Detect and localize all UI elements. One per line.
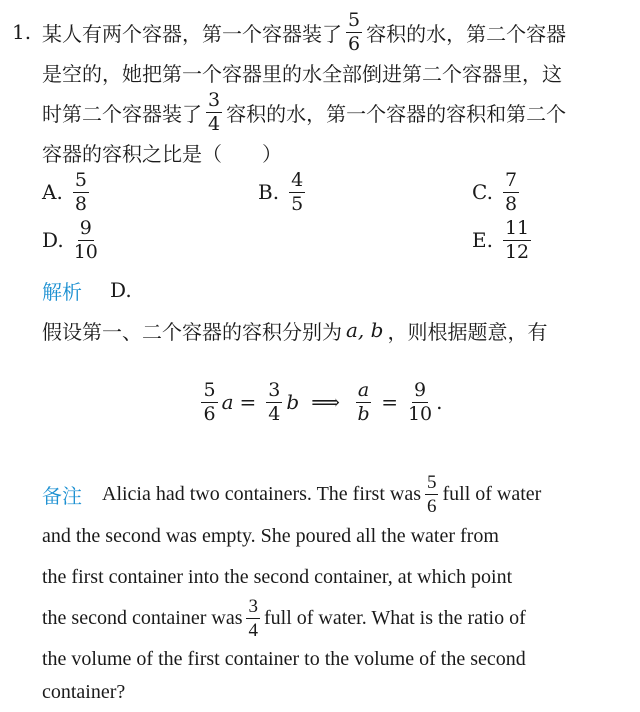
note-line-2: and the second was empty. She poured all the water from [42,524,499,547]
option-b[interactable]: B. $\frac{4}{5}$ [258,168,304,215]
question-line-3: 时第二个容器装了 $\frac{3}{4}$ 容积的水，第一个容器的容积和第二个 [42,88,567,135]
solution-answer: D. [110,278,132,302]
note-fraction-5-6: $\frac{5}{6}$ [426,471,437,517]
question-line-1: 某人有两个容器，第一个容器装了 $\frac{5}{6}$ 容积的水，第二个容器 [42,8,567,55]
note-line-3: the first container into the second container, at which point [42,565,513,588]
question-line-2: 是空的，她把第一个容器里的水全部倒进第二个容器里，这 [42,61,562,86]
solution-label: 解析 [42,279,82,304]
note-line-5: the volume of the first container to the volume of the second [42,647,526,670]
option-a[interactable]: A. $\frac{5}{8}$ [42,168,87,215]
implies-symbol: ⟹ [311,390,340,414]
solution-text: 假设第一、二个容器的容积分别为 a, b ，则根据题意，有 [42,318,548,344]
option-e[interactable]: E. $\frac{11}{12}$ [472,216,530,263]
option-d[interactable]: D. $\frac{9}{10}$ [42,216,98,263]
eq-fraction-9-10: $\frac{9}{10}$ [407,378,433,425]
note-label: 备注 [42,483,82,508]
eq-fraction-a-b: $\frac{a}{b}$ [357,378,370,425]
eq-fraction-3-4: $\frac{3}{4}$ [268,378,281,425]
note-line-4: the second container was $\frac{3}{4}$ full of water. What is the ratio of [42,595,526,641]
note-line-1: 备注 Alicia had two containers. The first was $\frac{5}{6}$ full of water [42,471,542,517]
note-fraction-3-4: $\frac{3}{4}$ [248,595,258,641]
question-number: 1. [12,20,32,44]
option-c[interactable]: C. $\frac{7}{8}$ [472,168,518,215]
fraction-5-6: $\frac{5}{6}$ [348,8,361,55]
fraction-3-4: $\frac{3}{4}$ [208,88,221,135]
note-line-6: container? [42,680,126,703]
solution-equation: $\frac{5}{6}$ a = $\frac{3}{4}$ b ⟹ $\frac{a}{b}$ = $\frac{9}{10}$ . [203,378,443,425]
eq-fraction-5-6: $\frac{5}{6}$ [203,378,216,425]
solution-header [42,270,132,310]
question-line-4: 容器的容积之比是（ ） [42,141,282,166]
